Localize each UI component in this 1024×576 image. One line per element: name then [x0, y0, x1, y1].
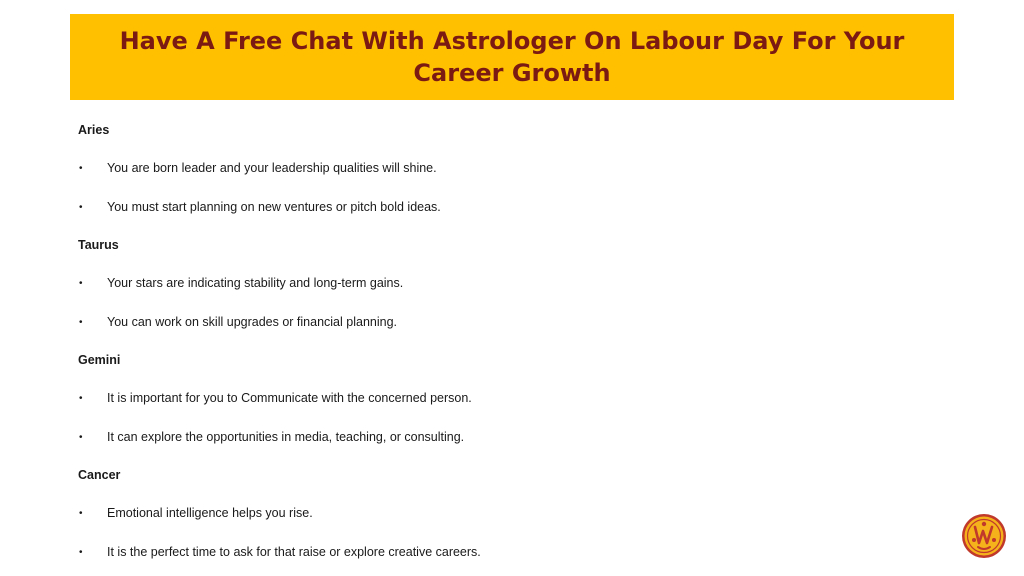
- section-heading: Gemini: [78, 353, 121, 367]
- list-item-text: It can explore the opportunities in media, teaching, or consulting.: [107, 429, 465, 444]
- section-taurus: [78, 233, 938, 348]
- astrology-logo-icon: [961, 513, 1007, 559]
- list-item: [78, 540, 938, 576]
- bullet-icon: •: [79, 393, 83, 404]
- bullet-icon: •: [79, 546, 83, 558]
- section-heading: Cancer: [78, 468, 121, 482]
- list-item-text: It is the perfect time to ask for that raise or explore creative careers.: [107, 544, 481, 559]
- bullet-icon: •: [79, 278, 83, 289]
- section-aries: [78, 118, 938, 233]
- list-item: [78, 425, 938, 464]
- list-item: [78, 271, 938, 310]
- bullet-icon: •: [79, 163, 83, 174]
- list-item-text: It is important for you to Communicate with the concerned person.: [107, 391, 472, 405]
- list-item-text: Your stars are indicating stability and long-term gains.: [107, 276, 404, 290]
- list-item: [78, 386, 938, 425]
- list-item: [78, 156, 938, 195]
- bullet-icon: •: [79, 316, 83, 328]
- section-cancer: [78, 463, 938, 576]
- list-item: [78, 310, 938, 349]
- list-item: [78, 195, 938, 234]
- bullet-icon: •: [79, 508, 83, 519]
- section-heading: Taurus: [78, 238, 119, 252]
- section-heading: Aries: [78, 123, 110, 137]
- bullet-icon: •: [79, 201, 83, 213]
- horoscope-content: [78, 118, 938, 576]
- list-item-text: You can work on skill upgrades or financial planning.: [107, 314, 397, 329]
- list-item: [78, 501, 938, 540]
- title-banner: [70, 14, 954, 100]
- page-title: Have A Free Chat With Astrologer On Labour Day For Your Career Growth: [119, 27, 905, 87]
- list-item-text: You are born leader and your leadership qualities will shine.: [107, 161, 437, 175]
- list-item-text: You must start planning on new ventures or pitch bold ideas.: [107, 199, 441, 214]
- bullet-icon: •: [79, 431, 83, 443]
- list-item-text: Emotional intelligence helps you rise.: [107, 506, 313, 520]
- section-gemini: [78, 348, 938, 463]
